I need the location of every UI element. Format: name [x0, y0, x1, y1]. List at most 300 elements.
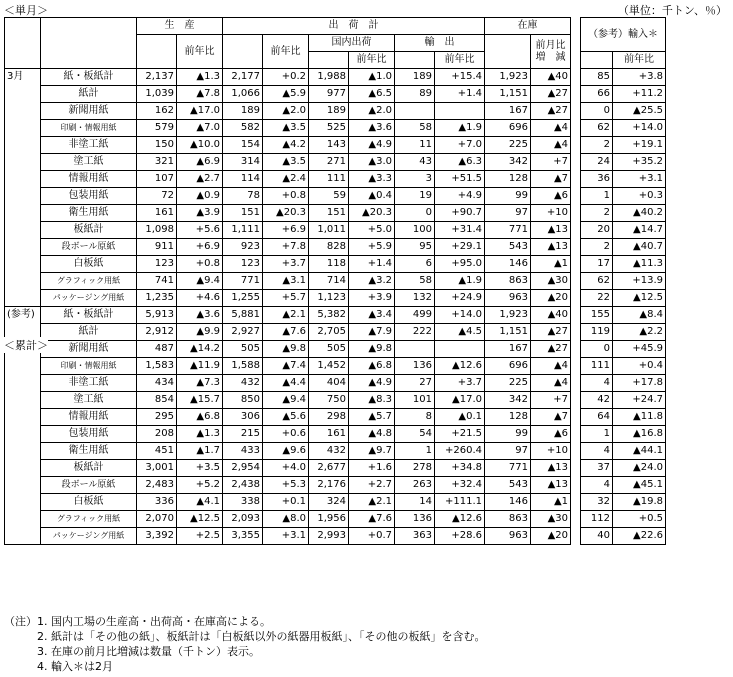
import-cell: 119 [581, 324, 613, 341]
inventory-cell: 863 [485, 273, 531, 290]
import-cell: 2 [581, 239, 613, 256]
shipments_yoy-cell: ▲2.4 [263, 171, 309, 188]
gap-cell [571, 341, 581, 358]
inventory_change-cell: +7 [531, 154, 571, 171]
inventory_change-cell: ▲4 [531, 375, 571, 392]
inventory_change-cell: ▲20 [531, 528, 571, 545]
gap-cell [571, 511, 581, 528]
import_yoy-cell: ▲25.5 [613, 103, 666, 120]
gap-cell [571, 460, 581, 477]
production-cell: 2,070 [137, 511, 177, 528]
inventory_change-cell: ▲4 [531, 358, 571, 375]
shipments-cell: 1,255 [223, 290, 263, 307]
row-label: パッケージング用紙 [41, 290, 137, 307]
domestic_yoy-cell: +2.7 [349, 477, 395, 494]
import_yoy-cell: +3.1 [613, 171, 666, 188]
export-cell: 58 [395, 273, 435, 290]
export_yoy-cell: ▲1.9 [435, 273, 485, 290]
import-cell: 1 [581, 426, 613, 443]
production_yoy-cell: ▲4.1 [177, 494, 223, 511]
shipments-cell: 338 [223, 494, 263, 511]
shipments_yoy-cell: ▲20.3 [263, 205, 309, 222]
inventory_change-cell: ▲30 [531, 273, 571, 290]
gap-cell [571, 188, 581, 205]
cumulative-row [5, 375, 666, 392]
monthly-row [5, 222, 666, 239]
inventory_change-cell: ▲1 [531, 494, 571, 511]
production_yoy-cell: ▲17.0 [177, 103, 223, 120]
production_yoy-cell: ▲15.7 [177, 392, 223, 409]
gap-cell [571, 222, 581, 239]
import_yoy-cell: ▲14.7 [613, 222, 666, 239]
domestic_yoy-cell: ▲5.7 [349, 409, 395, 426]
domestic_yoy-cell: ▲3.2 [349, 273, 395, 290]
domestic_yoy-cell: ▲9.8 [349, 341, 395, 358]
export-cell: 189 [395, 69, 435, 86]
inventory-cell: 342 [485, 392, 531, 409]
monthly-row [5, 86, 666, 103]
inventory-cell: 1,151 [485, 86, 531, 103]
import-cell: 1 [581, 188, 613, 205]
inventory_change-cell: ▲7 [531, 409, 571, 426]
row-label: パッケージング用紙 [41, 528, 137, 545]
import_yoy-cell: ▲45.1 [613, 477, 666, 494]
production-cell: 321 [137, 154, 177, 171]
import-cell: 4 [581, 443, 613, 460]
cumulative-section [5, 307, 666, 545]
monthly-row [5, 188, 666, 205]
production_yoy-cell: ▲7.8 [177, 86, 223, 103]
inventory-cell: 128 [485, 409, 531, 426]
export-cell: 11 [395, 137, 435, 154]
domestic_yoy-cell: ▲1.0 [349, 69, 395, 86]
domestic-cell: 2,176 [309, 477, 349, 494]
domestic_yoy-cell: +3.9 [349, 290, 395, 307]
production-cell: 150 [137, 137, 177, 154]
production_yoy-cell: ▲11.9 [177, 358, 223, 375]
shipments_yoy-cell: ▲9.6 [263, 443, 309, 460]
domestic_yoy-cell: ▲7.9 [349, 324, 395, 341]
inventory-cell: 167 [485, 341, 531, 358]
production_yoy-cell: +5.6 [177, 222, 223, 239]
import_yoy-cell: ▲40.7 [613, 239, 666, 256]
inventory_change-cell: ▲27 [531, 341, 571, 358]
monthly-row [5, 239, 666, 256]
header-import-ref: （参考）輸入＊ [581, 18, 666, 52]
import_yoy-cell: ▲8.4 [613, 307, 666, 324]
export_yoy-cell: +1.4 [435, 86, 485, 103]
gap-cell [571, 205, 581, 222]
production_yoy-cell: ▲0.9 [177, 188, 223, 205]
export-cell: 19 [395, 188, 435, 205]
cumulative-row [5, 477, 666, 494]
export_yoy-cell: ▲6.3 [435, 154, 485, 171]
domestic_yoy-cell: ▲3.6 [349, 120, 395, 137]
production_yoy-cell: ▲14.2 [177, 341, 223, 358]
inventory-cell: 146 [485, 494, 531, 511]
header-production-yoy: 前年比 [177, 35, 223, 69]
header-production-blank [137, 35, 177, 69]
production-cell: 162 [137, 103, 177, 120]
import-cell: 64 [581, 409, 613, 426]
shipments-cell: 5,881 [223, 307, 263, 324]
import-cell: 2 [581, 205, 613, 222]
domestic_yoy-cell: ▲3.0 [349, 154, 395, 171]
inventory_change-cell: ▲1 [531, 256, 571, 273]
import-cell: 20 [581, 222, 613, 239]
import-cell: 24 [581, 154, 613, 171]
shipments-cell: 433 [223, 443, 263, 460]
row-label: 情報用紙 [41, 171, 137, 188]
production_yoy-cell: +2.5 [177, 528, 223, 545]
row-label: 紙計 [41, 324, 137, 341]
shipments_yoy-cell: +0.2 [263, 69, 309, 86]
production-cell: 161 [137, 205, 177, 222]
domestic_yoy-cell: ▲4.9 [349, 375, 395, 392]
export-cell: 499 [395, 307, 435, 324]
row-label: グラフィック用紙 [41, 273, 137, 290]
domestic-cell: 151 [309, 205, 349, 222]
production_yoy-cell: ▲12.5 [177, 511, 223, 528]
row-label: 板紙計 [41, 460, 137, 477]
production_yoy-cell: ▲7.3 [177, 375, 223, 392]
production_yoy-cell: ▲1.7 [177, 443, 223, 460]
monthly-section [5, 69, 666, 307]
domestic-cell: 1,956 [309, 511, 349, 528]
gap-cell [571, 120, 581, 137]
production_yoy-cell: +6.9 [177, 239, 223, 256]
header-blank-2 [41, 18, 137, 69]
gap-cell [571, 494, 581, 511]
export-cell [395, 103, 435, 120]
export_yoy-cell: +21.5 [435, 426, 485, 443]
inventory-cell: 1,151 [485, 324, 531, 341]
export_yoy-cell: ▲4.5 [435, 324, 485, 341]
gap-cell [571, 358, 581, 375]
note-4: 4. 輸入＊は2月 [4, 660, 113, 673]
header-domestic-yoy: 前年比 [349, 52, 395, 69]
import_yoy-cell: ▲24.0 [613, 460, 666, 477]
gap-cell [571, 375, 581, 392]
export-cell: 54 [395, 426, 435, 443]
export_yoy-cell: +95.0 [435, 256, 485, 273]
monthly-row [5, 154, 666, 171]
production_yoy-cell: ▲3.9 [177, 205, 223, 222]
domestic-cell: 505 [309, 341, 349, 358]
export_yoy-cell: +29.1 [435, 239, 485, 256]
production_yoy-cell: +4.6 [177, 290, 223, 307]
domestic_yoy-cell: ▲8.3 [349, 392, 395, 409]
domestic-cell: 2,677 [309, 460, 349, 477]
production_yoy-cell: +5.2 [177, 477, 223, 494]
row-label: 情報用紙 [41, 409, 137, 426]
export_yoy-cell: +7.0 [435, 137, 485, 154]
domestic_yoy-cell: ▲2.1 [349, 494, 395, 511]
import_yoy-cell: ▲11.8 [613, 409, 666, 426]
domestic-cell: 1,011 [309, 222, 349, 239]
shipments_yoy-cell: +3.7 [263, 256, 309, 273]
shipments_yoy-cell: ▲7.4 [263, 358, 309, 375]
inventory_change-cell: ▲6 [531, 426, 571, 443]
domestic-cell: 2,705 [309, 324, 349, 341]
header-export-yoy: 前年比 [435, 52, 485, 69]
production-cell: 123 [137, 256, 177, 273]
import-cell: 66 [581, 86, 613, 103]
import_yoy-cell: +13.9 [613, 273, 666, 290]
production-cell: 434 [137, 375, 177, 392]
header-inventory: 在庫 [485, 18, 571, 35]
import-cell: 112 [581, 511, 613, 528]
cumulative-row [5, 392, 666, 409]
note-2: 2. 紙計は「その他の紙」、板紙計は「白板紙以外の紙器用板紙」、「その他の板紙」を含む。 [4, 630, 486, 643]
shipments_yoy-cell: ▲9.8 [263, 341, 309, 358]
import-cell: 4 [581, 375, 613, 392]
domestic_yoy-cell: ▲2.0 [349, 103, 395, 120]
row-label: 非塗工紙 [41, 375, 137, 392]
cumulative-side-label: (参考) [5, 307, 41, 545]
export-cell [395, 341, 435, 358]
import-cell: 62 [581, 273, 613, 290]
header-inventory-blank [485, 35, 531, 69]
shipments_yoy-cell: +3.1 [263, 528, 309, 545]
monthly-row [5, 120, 666, 137]
export_yoy-cell: +32.4 [435, 477, 485, 494]
inventory-cell: 225 [485, 137, 531, 154]
import_yoy-cell: ▲16.8 [613, 426, 666, 443]
domestic-cell: 298 [309, 409, 349, 426]
paper-statistics-table [4, 17, 666, 545]
production-cell: 3,001 [137, 460, 177, 477]
import_yoy-cell: ▲22.6 [613, 528, 666, 545]
domestic_yoy-cell: ▲9.7 [349, 443, 395, 460]
gap-cell [571, 137, 581, 154]
inventory-cell: 146 [485, 256, 531, 273]
shipments_yoy-cell: +0.1 [263, 494, 309, 511]
row-label: 非塗工紙 [41, 137, 137, 154]
production_yoy-cell: ▲2.7 [177, 171, 223, 188]
shipments-cell: 1,066 [223, 86, 263, 103]
domestic_yoy-cell: ▲3.3 [349, 171, 395, 188]
import_yoy-cell: +0.4 [613, 358, 666, 375]
row-label: 紙・板紙計 [41, 69, 137, 86]
domestic_yoy-cell: ▲6.5 [349, 86, 395, 103]
shipments-cell: 123 [223, 256, 263, 273]
shipments-cell: 771 [223, 273, 263, 290]
shipments-cell: 306 [223, 409, 263, 426]
production_yoy-cell: +0.8 [177, 256, 223, 273]
production-cell: 854 [137, 392, 177, 409]
cumulative-row [5, 460, 666, 477]
production-cell: 451 [137, 443, 177, 460]
production_yoy-cell: ▲1.3 [177, 426, 223, 443]
export-cell: 43 [395, 154, 435, 171]
gap-cell [571, 154, 581, 171]
domestic_yoy-cell: ▲4.9 [349, 137, 395, 154]
inventory-cell: 99 [485, 188, 531, 205]
inventory-cell: 863 [485, 511, 531, 528]
production-cell: 1,039 [137, 86, 177, 103]
cumulative-row [5, 528, 666, 545]
domestic-cell: 525 [309, 120, 349, 137]
section-monthly-label: ＜単月＞ [4, 4, 48, 17]
production_yoy-cell: ▲6.8 [177, 409, 223, 426]
inventory_change-cell: +10 [531, 443, 571, 460]
cumulative-row [5, 511, 666, 528]
export_yoy-cell: +4.9 [435, 188, 485, 205]
shipments-cell: 505 [223, 341, 263, 358]
shipments-cell: 2,177 [223, 69, 263, 86]
inventory-cell: 696 [485, 120, 531, 137]
export_yoy-cell: +15.4 [435, 69, 485, 86]
inventory_change-cell: ▲30 [531, 511, 571, 528]
production-cell: 107 [137, 171, 177, 188]
import-cell: 62 [581, 120, 613, 137]
production-cell: 1,098 [137, 222, 177, 239]
domestic_yoy-cell: +5.0 [349, 222, 395, 239]
header-export-blank [395, 52, 435, 69]
import_yoy-cell: ▲12.5 [613, 290, 666, 307]
header-shipments-total: 出 荷 計 [223, 18, 485, 35]
row-label: 印刷・情報用紙 [41, 358, 137, 375]
production_yoy-cell: ▲6.9 [177, 154, 223, 171]
domestic-cell: 750 [309, 392, 349, 409]
domestic_yoy-cell: +5.9 [349, 239, 395, 256]
export_yoy-cell: +14.0 [435, 307, 485, 324]
export-cell: 1 [395, 443, 435, 460]
production-cell: 72 [137, 188, 177, 205]
note-3: 3. 在庫の前月比増減は数量（千トン）表示。 [4, 645, 260, 658]
domestic_yoy-cell: ▲3.4 [349, 307, 395, 324]
inventory_change-cell: +7 [531, 392, 571, 409]
export_yoy-cell: +31.4 [435, 222, 485, 239]
cumulative-row [5, 494, 666, 511]
inventory_change-cell: ▲13 [531, 477, 571, 494]
gap-cell [571, 426, 581, 443]
import_yoy-cell: +3.8 [613, 69, 666, 86]
shipments-cell: 78 [223, 188, 263, 205]
import-cell: 42 [581, 392, 613, 409]
monthly-row [5, 137, 666, 154]
export-cell: 278 [395, 460, 435, 477]
export-cell: 100 [395, 222, 435, 239]
production_yoy-cell: +3.5 [177, 460, 223, 477]
production-cell: 1,235 [137, 290, 177, 307]
gap-cell [571, 69, 581, 86]
inventory-cell: 1,923 [485, 307, 531, 324]
section-cumulative-label: ＜累計＞ [4, 339, 48, 352]
shipments-cell: 114 [223, 171, 263, 188]
shipments_yoy-cell: +0.8 [263, 188, 309, 205]
import_yoy-cell: ▲19.8 [613, 494, 666, 511]
export-cell: 132 [395, 290, 435, 307]
inventory-cell: 97 [485, 205, 531, 222]
production-cell: 487 [137, 341, 177, 358]
inventory-cell: 771 [485, 460, 531, 477]
inventory-cell: 543 [485, 239, 531, 256]
shipments_yoy-cell: ▲4.4 [263, 375, 309, 392]
import-cell: 111 [581, 358, 613, 375]
monthly-side-label: 3月 [5, 69, 41, 307]
row-label: グラフィック用紙 [41, 511, 137, 528]
export-cell: 0 [395, 205, 435, 222]
domestic-cell: 977 [309, 86, 349, 103]
production-cell: 208 [137, 426, 177, 443]
production-cell: 1,583 [137, 358, 177, 375]
shipments_yoy-cell: ▲5.6 [263, 409, 309, 426]
cumulative-row [5, 358, 666, 375]
shipments_yoy-cell: +5.7 [263, 290, 309, 307]
shipments_yoy-cell: ▲9.4 [263, 392, 309, 409]
import_yoy-cell: ▲44.1 [613, 443, 666, 460]
production_yoy-cell: ▲1.3 [177, 69, 223, 86]
shipments-cell: 2,954 [223, 460, 263, 477]
domestic-cell: 404 [309, 375, 349, 392]
row-label: 紙・板紙計 [41, 307, 137, 324]
export-cell: 101 [395, 392, 435, 409]
shipments_yoy-cell: ▲4.2 [263, 137, 309, 154]
domestic-cell: 828 [309, 239, 349, 256]
export_yoy-cell: +24.9 [435, 290, 485, 307]
row-label: 印刷・情報用紙 [41, 120, 137, 137]
production-cell: 2,137 [137, 69, 177, 86]
gap-cell [571, 477, 581, 494]
import-cell: 4 [581, 477, 613, 494]
domestic-cell: 432 [309, 443, 349, 460]
row-label: 包装用紙 [41, 426, 137, 443]
gap-cell [571, 443, 581, 460]
gap-cell [571, 171, 581, 188]
production_yoy-cell: ▲10.0 [177, 137, 223, 154]
domestic-cell: 1,452 [309, 358, 349, 375]
domestic_yoy-cell: +1.4 [349, 256, 395, 273]
shipments-cell: 2,093 [223, 511, 263, 528]
domestic-cell: 118 [309, 256, 349, 273]
import_yoy-cell: +11.2 [613, 86, 666, 103]
header-export: 輸 出 [395, 35, 485, 52]
inventory_change-cell: ▲6 [531, 188, 571, 205]
shipments-cell: 151 [223, 205, 263, 222]
inventory_change-cell: ▲13 [531, 460, 571, 477]
import-cell: 85 [581, 69, 613, 86]
domestic-cell: 1,123 [309, 290, 349, 307]
import_yoy-cell: ▲2.2 [613, 324, 666, 341]
shipments-cell: 1,588 [223, 358, 263, 375]
inventory_change-cell: ▲13 [531, 222, 571, 239]
gap-cell [571, 290, 581, 307]
header-blank-1 [5, 18, 41, 69]
production-cell: 2,483 [137, 477, 177, 494]
row-label: 板紙計 [41, 222, 137, 239]
row-label: 紙計 [41, 86, 137, 103]
domestic-cell: 161 [309, 426, 349, 443]
domestic-cell: 59 [309, 188, 349, 205]
production_yoy-cell: ▲3.6 [177, 307, 223, 324]
domestic_yoy-cell: ▲4.8 [349, 426, 395, 443]
shipments-cell: 154 [223, 137, 263, 154]
inventory_change-cell: ▲40 [531, 307, 571, 324]
gap-cell [571, 307, 581, 324]
inventory-cell: 99 [485, 426, 531, 443]
shipments_yoy-cell: ▲3.1 [263, 273, 309, 290]
shipments-cell: 189 [223, 103, 263, 120]
inventory_change-cell: ▲27 [531, 324, 571, 341]
export-cell: 363 [395, 528, 435, 545]
shipments-cell: 923 [223, 239, 263, 256]
production-cell: 3,392 [137, 528, 177, 545]
import-cell: 37 [581, 460, 613, 477]
note-1: （注）1. 国内工場の生産高・出荷高・在庫高による。 [4, 615, 271, 628]
domestic_yoy-cell: ▲20.3 [349, 205, 395, 222]
